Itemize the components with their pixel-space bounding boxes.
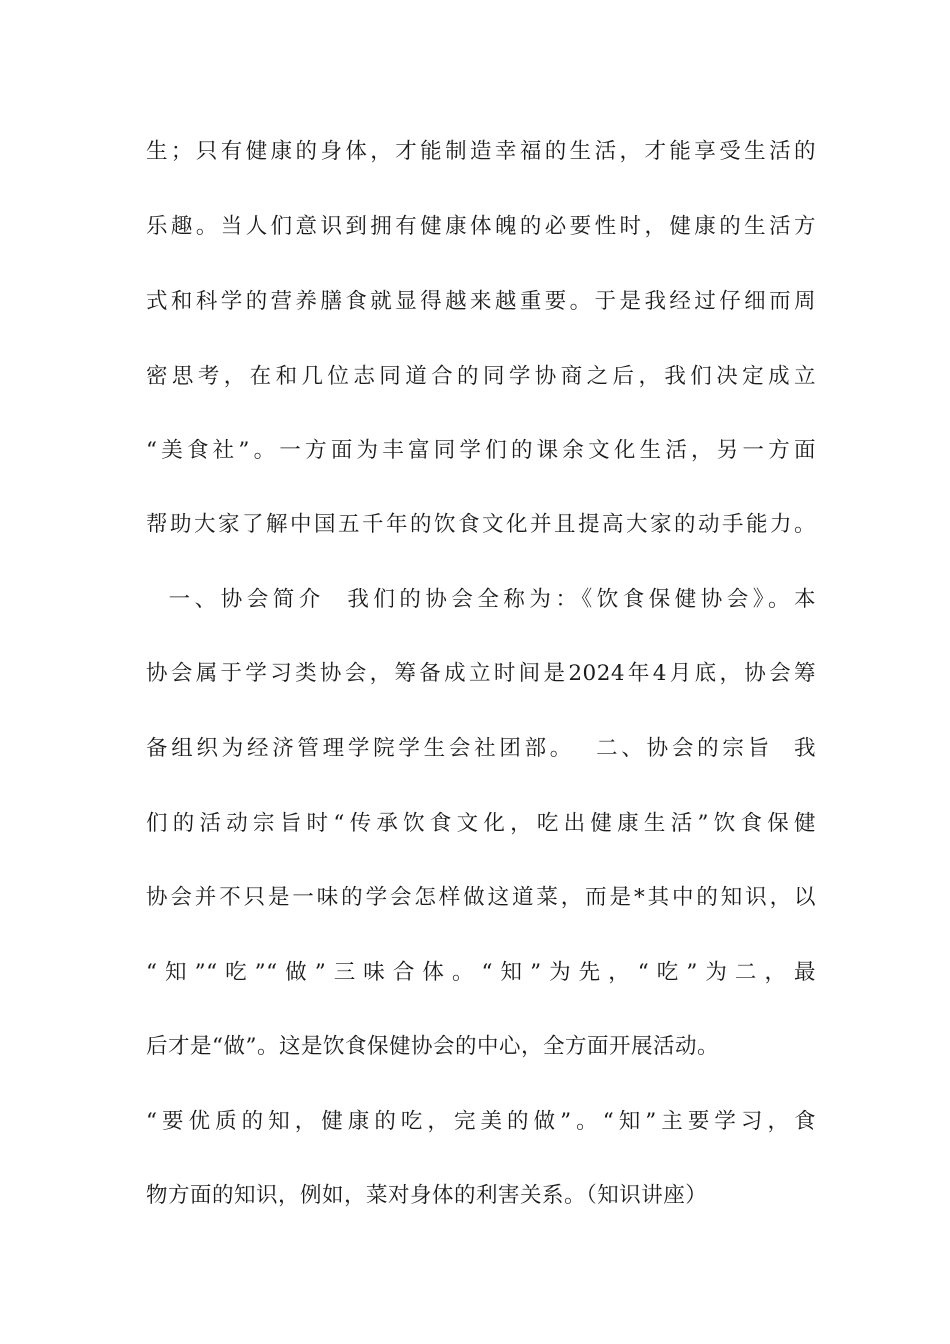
- text-line: 密思考，在和几位志同道合的同学协商之后，我们决定成立: [146, 364, 816, 389]
- text-line: 帮助大家了解中国五千年的饮食文化并且提高大家的动手能力。: [146, 512, 816, 537]
- text-line: 式和科学的营养膳食就显得越来越重要。于是我经过仔细而周: [146, 289, 816, 314]
- text-line: “知”“吃”“做”三味合体。“知”为先，“吃”为二，最: [146, 960, 816, 985]
- text-line: 生；只有健康的身体，才能制造幸福的生活，才能享受生活的: [146, 139, 816, 164]
- text-line: 协会并不只是一味的学会怎样做这道菜，而是*其中的知识，以: [146, 885, 816, 910]
- text-line: 协会属于学习类协会，筹备成立时间是2024年4月底，协会筹: [146, 661, 816, 686]
- text-line: 物方面的知识，例如，菜对身体的利害关系。（知识讲座）: [146, 1183, 708, 1208]
- text-line: 们的活动宗旨时“传承饮食文化，吃出健康生活”饮食保健: [146, 811, 816, 836]
- text-line: 乐趣。当人们意识到拥有健康体魄的必要性时，健康的生活方: [146, 214, 816, 239]
- text-line: 备组织为经济管理学院学生会社团部。 二、协会的宗旨 我: [146, 736, 816, 761]
- text-line: 后才是“做”。这是饮食保健协会的中心，全方面开展活动。: [146, 1034, 719, 1059]
- text-line: “要优质的知，健康的吃，完美的做”。“知”主要学习，食: [146, 1109, 816, 1134]
- text-line: 一、协会简介 我们的协会全称为：《饮食保健协会》。本: [146, 587, 816, 612]
- text-line: “美食社”。一方面为丰富同学们的课余文化生活，另一方面: [146, 438, 816, 463]
